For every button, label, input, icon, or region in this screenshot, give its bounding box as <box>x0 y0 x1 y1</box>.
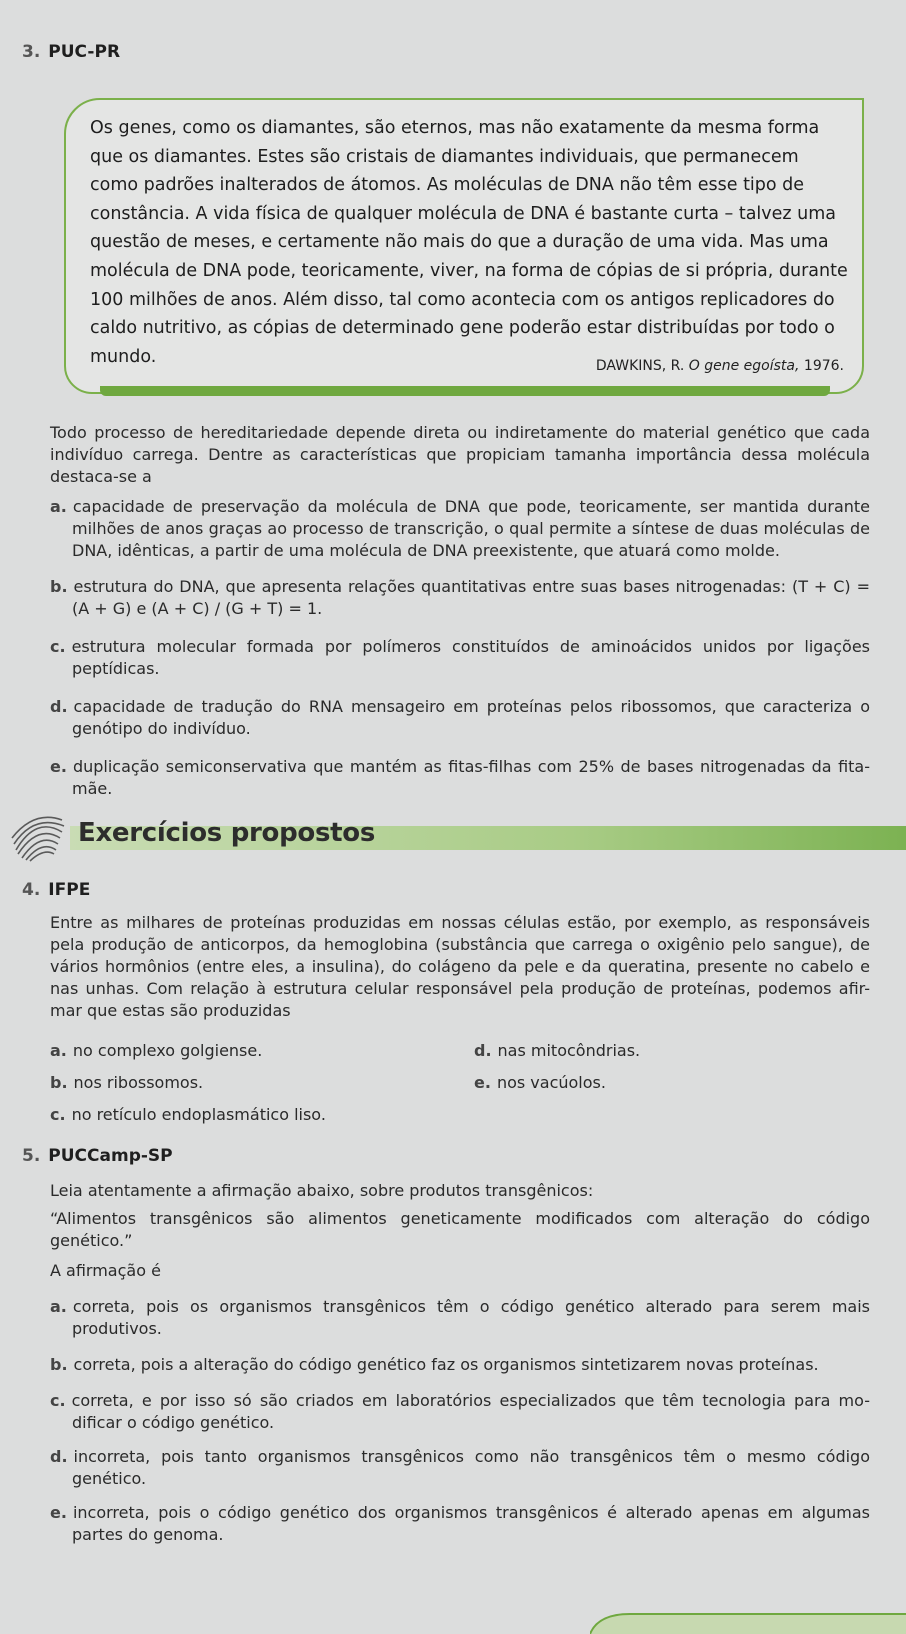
question-4-option-b[interactable] <box>50 1072 203 1094</box>
quote-accent-bar <box>100 386 830 396</box>
question-5-option-d[interactable] <box>50 1446 870 1490</box>
question-5-header <box>22 1146 173 1166</box>
question-5-stem: A afirmação é <box>50 1261 161 1280</box>
citation-author: DAWKINS, R. <box>595 358 685 374</box>
citation-year: 1976. <box>803 358 844 374</box>
quote-box <box>64 98 864 394</box>
option-letter: d. <box>50 1447 68 1466</box>
question-3-header <box>22 42 120 62</box>
option-letter: d. <box>50 697 68 716</box>
option-text: estrutura molecular formada por polímeros constituídos de aminoácidos unidos por ligações peptídicas. <box>71 637 870 678</box>
question-5-number: 5. <box>22 1146 41 1166</box>
question-3-stem: Todo processo de hereditariedade depende direta ou indiretamente do material genético que cada indivíduo carrega. Dentre as características que propiciam tamanha importância dessa molécula destaca-se a <box>50 423 870 486</box>
question-4-option-a[interactable] <box>50 1040 262 1062</box>
option-letter: e. <box>50 757 67 776</box>
question-5-option-a[interactable] <box>50 1296 870 1340</box>
question-5-option-b[interactable] <box>50 1354 870 1376</box>
option-text: correta, e por isso só são criados em laboratórios especializados que têm tecnologia para mo-dificar o código genético. <box>71 1391 870 1432</box>
option-text: correta, pois os organismos transgênicos têm o código genético alterado para serem mais produtivos. <box>72 1297 870 1338</box>
option-letter: a. <box>50 1297 67 1316</box>
question-5-option-c[interactable] <box>50 1390 870 1434</box>
question-5-option-e[interactable] <box>50 1502 870 1546</box>
option-text: correta, pois a alteração do código genético faz os organismos sintetizarem novas proteínas. <box>73 1355 819 1374</box>
question-4-header <box>22 880 90 900</box>
question-3-number: 3. <box>22 42 41 62</box>
citation-title: O gene egoísta, <box>688 358 800 374</box>
quote-text: Os genes, como os diamantes, são eternos, mas não exatamente da mesma forma que os diamantes. Estes são cristais de diamantes individuais, que permanecem como padrões inalterados de átomos. As moléculas de DNA não têm esse tipo de constância. A vida física de qualquer molécula de DNA é bastante curta – talvez uma questão de meses, e certamente não mais do que a duração de uma vida. Mas uma molécula de DNA pode, teoricamente, viver, na forma de cópias de si própria, durante 100 milhões de anos. Além disso, tal como acontecia com os antigos replicadores do caldo nutritivo, as cópias de determinado gene poderão estar distribuídas por todo o mundo. <box>90 118 848 367</box>
option-text: capacidade de tradução do RNA mensageiro em proteínas pelos ribossomos, que caracteriza o genótipo do indivíduo. <box>72 697 870 738</box>
section-banner <box>0 812 906 862</box>
option-letter: a. <box>50 497 67 516</box>
option-text: incorreta, pois o código genético dos organismos transgênicos é alterado apenas em algumas partes do genoma. <box>72 1503 870 1544</box>
question-3-option-c[interactable] <box>50 636 870 680</box>
question-3-option-e[interactable] <box>50 756 870 800</box>
option-letter: b. <box>50 1073 68 1092</box>
option-letter: e. <box>474 1073 491 1092</box>
question-5-source: PUCCamp-SP <box>48 1146 173 1166</box>
option-text: no complexo golgiense. <box>72 1041 263 1060</box>
option-letter: b. <box>50 577 68 596</box>
option-letter: c. <box>50 1391 66 1410</box>
option-text: nas mitocôndrias. <box>497 1041 641 1060</box>
option-text: capacidade de preservação da molécula de DNA que pode, teoricamente, ser mantida durante milhões de anos graças ao processo de transcrição, o qual permite a síntese de duas moléculas de DNA, idênticas, a partir de uma molécula de DNA preexistente, que atuará como molde. <box>72 497 870 560</box>
question-4-option-d[interactable] <box>474 1040 640 1062</box>
option-text: estrutura do DNA, que apresenta relações quantitativas entre suas bases nitrogenadas: (T + C) = (A + G) e (A + C) / (G + T) = 1. <box>72 577 870 618</box>
option-letter: b. <box>50 1355 68 1374</box>
question-4-option-c[interactable] <box>50 1104 326 1126</box>
option-letter: c. <box>50 1105 66 1124</box>
question-3-option-b[interactable] <box>50 576 870 620</box>
option-text: duplicação semiconservativa que mantém as fitas-filhas com 25% de bases nitrogenadas da fita-mãe. <box>72 757 870 798</box>
option-text: nos vacúolos. <box>496 1073 606 1092</box>
question-5-stem-intro: Leia atentamente a afirmação abaixo, sobre produtos transgênicos: <box>50 1181 594 1200</box>
option-letter: d. <box>474 1041 492 1060</box>
question-4-source: IFPE <box>48 880 91 900</box>
option-letter: a. <box>50 1041 67 1060</box>
question-4-number: 4. <box>22 880 41 900</box>
fingerprint-icon <box>6 812 68 862</box>
option-text: nos ribossomos. <box>73 1073 204 1092</box>
question-3-option-d[interactable] <box>50 696 870 740</box>
question-4-stem: Entre as milhares de proteínas produzidas em nossas células estão, por exemplo, as responsáveis pela produção de anticorpos, da hemoglobina (substância que carrega o oxigênio pelo sangue), de vários hormônios (entre eles, a insulina), do colágeno da pele e da queratina, presente no cabelo e nas unhas. Com relação à estrutura celular responsável pela produção de proteínas, podemos afir-mar que estas são produzidas <box>50 913 870 1020</box>
option-letter: c. <box>50 637 66 656</box>
question-5-quote: “Alimentos transgênicos são alimentos geneticamente modificados com alteração do código genético.” <box>50 1209 870 1250</box>
page-footer-decoration <box>590 1610 906 1634</box>
section-title: Exercícios propostos <box>78 818 376 848</box>
quote-citation <box>596 358 844 374</box>
question-3-option-a[interactable] <box>50 496 870 562</box>
option-text: no retículo endoplasmático liso. <box>71 1105 326 1124</box>
option-text: incorreta, pois tanto organismos transgênicos como não transgênicos têm o mesmo código genético. <box>72 1447 870 1488</box>
question-4-option-e[interactable] <box>474 1072 606 1094</box>
option-letter: e. <box>50 1503 67 1522</box>
question-3-source: PUC-PR <box>48 42 121 62</box>
